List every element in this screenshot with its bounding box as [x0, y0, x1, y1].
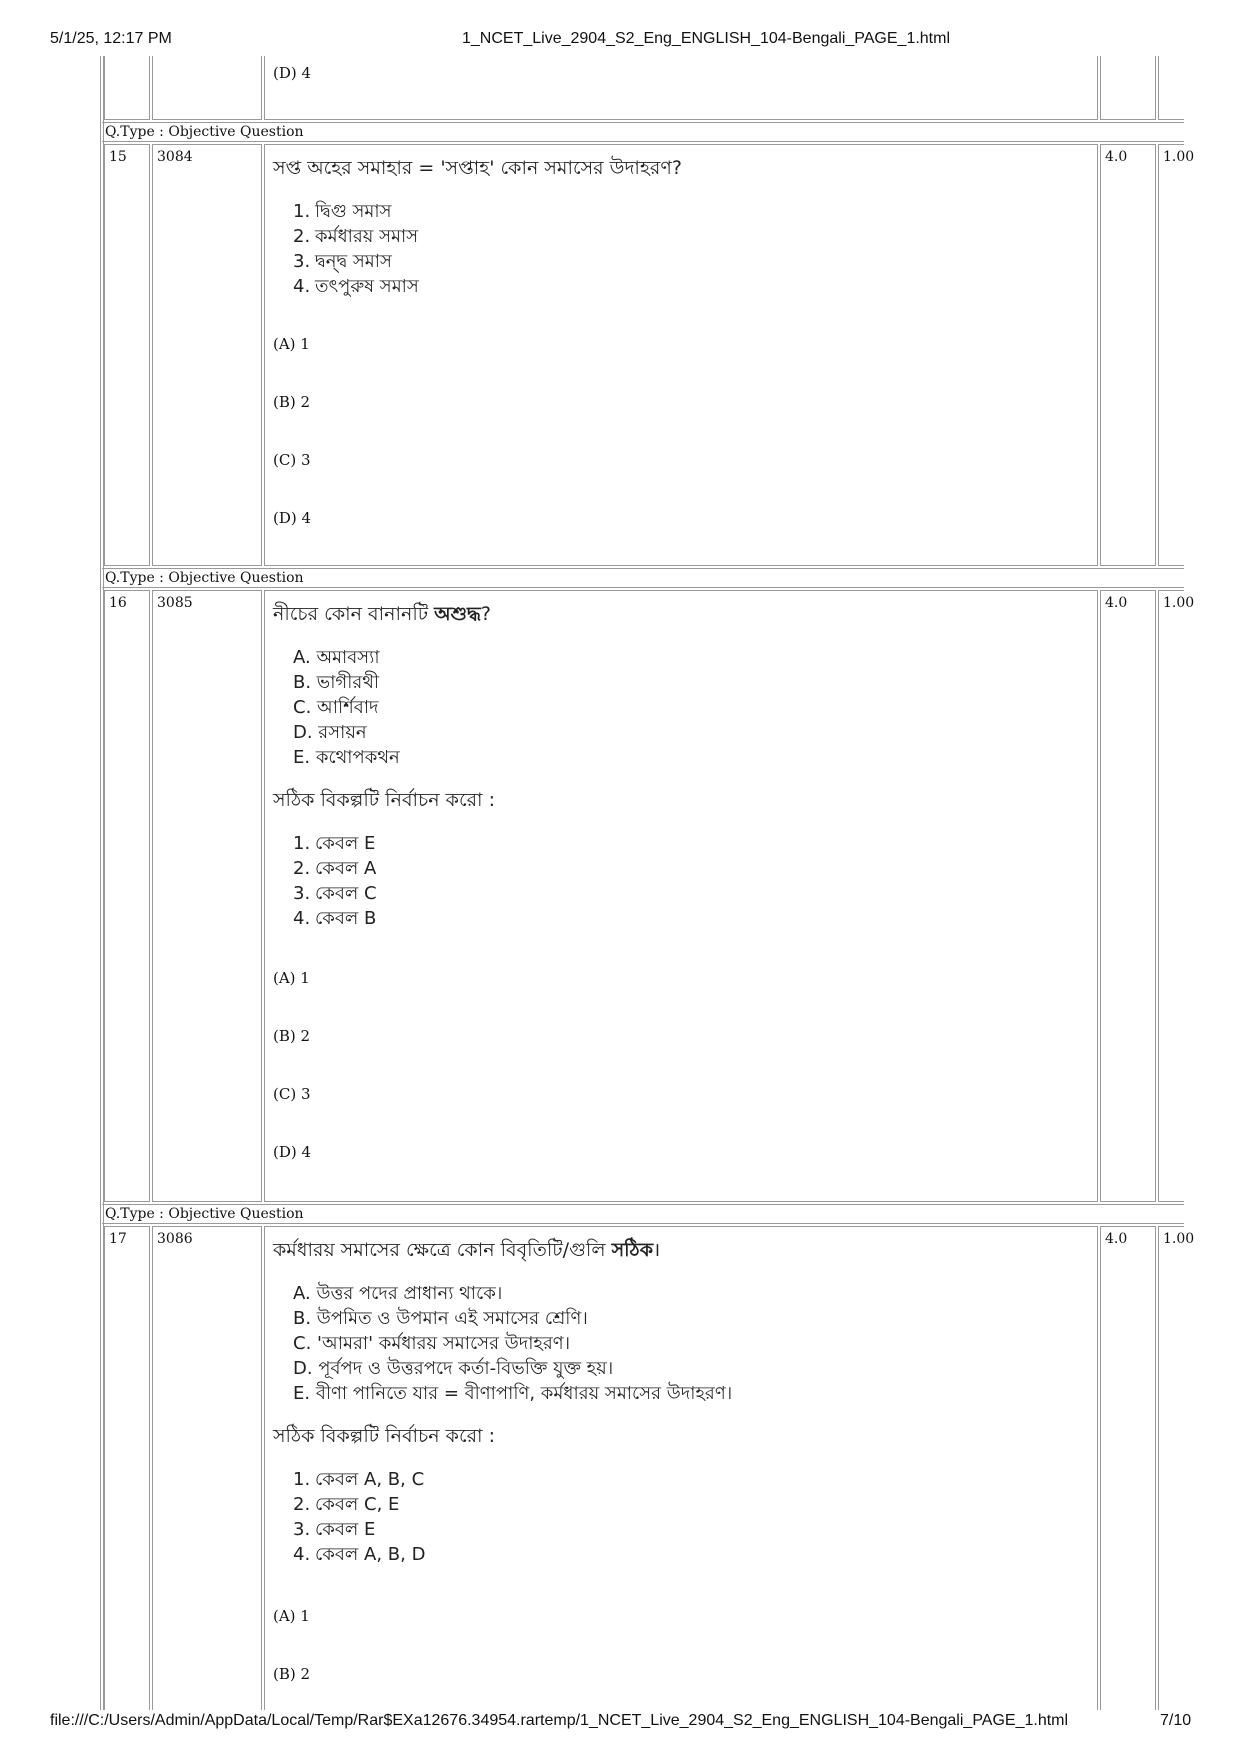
choice-item: 4. কেবল B — [293, 908, 377, 929]
choice-list — [293, 1467, 425, 1567]
statement-item: C. আর্শিবাদ — [293, 697, 379, 718]
question-content-cell — [264, 590, 1098, 1202]
prev-sno-cell — [104, 56, 150, 120]
statement-list — [293, 1281, 732, 1406]
emphasis-word: অশুদ্ধ — [434, 603, 481, 625]
choice-list — [293, 831, 377, 931]
print-file-path: file:///C:/Users/Admin/AppData/Local/Temp/Rar$EXa12676.34954.rartemp/1_NCET_Live_2904_S2_Eng_ENGLISH_104-Bengali_PAGE_1.html — [50, 1712, 1069, 1729]
prev-qid-cell — [152, 56, 262, 120]
choice-item: 1. কেবল A, B, C — [293, 1469, 425, 1490]
table-left-border — [100, 56, 101, 1710]
question-content-cell — [264, 1226, 1098, 1710]
emphasis-word: সঠিক — [611, 1239, 653, 1261]
statement-item: D. পূর্বপদ ও উত্তরপদে কর্তা-বিভক্তি যুক্ত হয়। — [293, 1358, 614, 1379]
sno-cell — [104, 590, 150, 1202]
marks-cell — [1100, 590, 1156, 1202]
choice-item: 3. কেবল C — [293, 883, 377, 904]
qtype-row-15 — [102, 122, 1184, 142]
statement-item: D. রসায়ন — [293, 722, 367, 743]
prev-option-d: (D) 4 — [273, 64, 312, 82]
choice-item: 3. দ্বন্দ্ব সমাস — [293, 251, 392, 272]
choice-item: 2. কেবল A — [293, 858, 377, 879]
marks-value: 4.0 — [1105, 595, 1128, 611]
instruction-text: সঠিক বিকল্পটি নির্বাচন করো : — [273, 789, 495, 811]
statement-item: A. উত্তর পদের প্রাধান্য থাকে। — [293, 1283, 503, 1304]
negative-marks-value: 1.00 — [1163, 1231, 1195, 1247]
answer-option-a: (A) 1 — [273, 1607, 310, 1625]
statement-item: C. 'আমরা' কর্মধারয় সমাসের উদাহরণ। — [293, 1333, 571, 1354]
qtype-label: Q.Type : Objective Question — [105, 570, 304, 586]
choice-list — [293, 199, 419, 299]
negative-marks-value: 1.00 — [1163, 149, 1195, 165]
answer-option-c: (C) 3 — [273, 1085, 311, 1103]
choice-item: 4. কেবল A, B, D — [293, 1544, 426, 1565]
answer-option-b: (B) 2 — [273, 393, 311, 411]
print-title: 1_NCET_Live_2904_S2_Eng_ENGLISH_104-Bengali_PAGE_1.html — [462, 30, 951, 47]
question-number: 16 — [109, 595, 127, 611]
qtype-row-16 — [102, 568, 1184, 588]
statement-list — [293, 645, 400, 770]
answer-option-d: (D) 4 — [273, 509, 312, 527]
instruction-text: সঠিক বিকল্পটি নির্বাচন করো : — [273, 1425, 495, 1447]
choice-item: 3. কেবল E — [293, 1519, 376, 1540]
marks-value: 4.0 — [1105, 1231, 1128, 1247]
choice-item: 2. কর্মধারয় সমাস — [293, 226, 419, 247]
statement-item: B. উপমিত ও উপমান এই সমাসের শ্রেণি। — [293, 1308, 588, 1329]
sno-cell — [104, 144, 150, 566]
negative-marks-cell — [1158, 590, 1195, 1202]
sno-cell — [104, 1226, 150, 1710]
qid-cell — [152, 1226, 262, 1710]
qid-cell — [152, 590, 262, 1202]
statement-item: A. অমাবস্যা — [293, 647, 380, 668]
negative-marks-value: 1.00 — [1163, 595, 1195, 611]
question-number: 15 — [109, 149, 127, 165]
answer-option-c: (C) 3 — [273, 451, 311, 469]
statement-item: B. ভাগীরথী — [293, 672, 380, 693]
choice-item: 1. দ্বিগু সমাস — [293, 201, 392, 222]
print-footer — [0, 1712, 1240, 1736]
print-page-number: 7/10 — [1160, 1712, 1192, 1729]
prev-content-cell — [264, 56, 1098, 120]
prev-marks-cell — [1100, 56, 1156, 120]
qid-cell — [152, 144, 262, 566]
marks-cell — [1100, 144, 1156, 566]
marks-cell — [1100, 1226, 1156, 1710]
print-datetime: 5/1/25, 12:17 PM — [50, 30, 172, 47]
answer-option-a: (A) 1 — [273, 335, 310, 353]
negative-marks-cell — [1158, 1226, 1195, 1710]
choice-item: 1. কেবল E — [293, 833, 376, 854]
question-id: 3085 — [157, 595, 193, 611]
question-text: কর্মধারয় সমাসের ক্ষেত্রে কোন বিবৃতিটি/গুলি সঠিক। — [273, 1239, 661, 1261]
question-id: 3086 — [157, 1231, 193, 1247]
qtype-label: Q.Type : Objective Question — [105, 1206, 304, 1222]
negative-marks-cell — [1158, 144, 1195, 566]
prev-neg-cell — [1158, 56, 1184, 120]
question-id: 3084 — [157, 149, 193, 165]
marks-value: 4.0 — [1105, 149, 1128, 165]
answer-option-b: (B) 2 — [273, 1665, 311, 1683]
qtype-row-17 — [102, 1204, 1184, 1224]
answer-option-d: (D) 4 — [273, 1143, 312, 1161]
answer-option-a: (A) 1 — [273, 969, 310, 987]
statement-item: E. কথোপকথন — [293, 747, 400, 768]
choice-item: 4. তৎপুরুষ সমাস — [293, 276, 419, 297]
question-content-cell — [264, 144, 1098, 566]
question-text: নীচের কোন বানানটি অশুদ্ধ? — [273, 603, 491, 625]
choice-item: 2. কেবল C, E — [293, 1494, 400, 1515]
qtype-label: Q.Type : Objective Question — [105, 124, 304, 140]
statement-item: E. বীণা পানিতে যার = বীণাপাণি, কর্মধারয় সমাসের উদাহরণ। — [293, 1383, 733, 1404]
question-number: 17 — [109, 1231, 127, 1247]
answer-option-b: (B) 2 — [273, 1027, 311, 1045]
question-text: সপ্ত অহের সমাহার = 'সপ্তাহ' কোন সমাসের উদাহরণ? — [273, 157, 682, 179]
